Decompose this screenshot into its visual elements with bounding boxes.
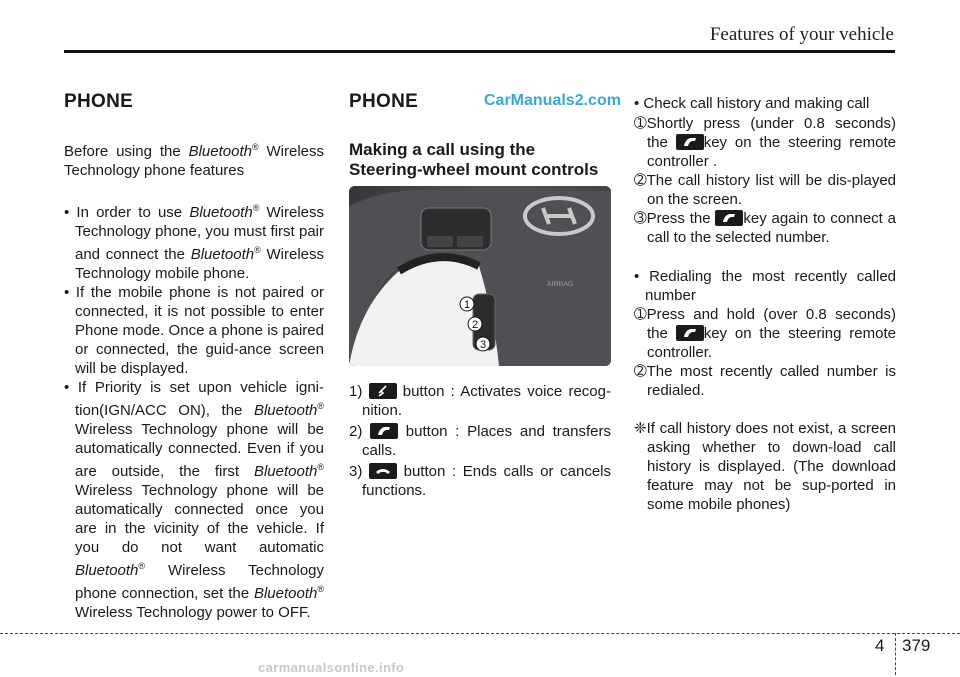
column-right — [634, 94, 896, 514]
step-item: ➂Press the key again to connect a call to the selected number. — [634, 210, 896, 246]
call-icon — [676, 134, 704, 150]
voice-recognition-icon — [369, 383, 397, 399]
bullet-call-history: • Check call history and making call — [634, 95, 870, 112]
column-left — [64, 92, 324, 622]
bullet-not-paired: • If the mobile phone is not paired or connected, it is not possible to enter Phone mode. Once a phone is paired or connected, the guid-ance screen will be displayed. — [64, 284, 324, 377]
bullet-pairing: • In order to use Bluetooth® Wireless Technology phone, you must first pair and connect the Bluetooth® Wireless Technology mobile phone. — [64, 203, 325, 282]
callout-1: 1 — [463, 299, 471, 311]
step-item: ➁The most recently called number is redialed. — [634, 363, 896, 399]
bullet-redial: • Redialing the most recently called number — [634, 268, 896, 304]
steering-wheel-photo — [349, 186, 611, 366]
step-item: ➀Shortly press (under 0.8 seconds) the key on the steering remote controller . — [634, 115, 896, 170]
subsection-heading: Making a call using the Steering-wheel mount controls — [349, 140, 599, 179]
note-paragraph: ❈If call history does not exist, a screen asking whether to down-load call history is displayed. (The download feature may not be sup-ported in some mobile phones) — [634, 420, 896, 513]
bullet-priority: • If Priority is set upon vehicle igni-tion(IGN/ACC ON), the Bluetooth® Wireless Technology phone will be automatically connected. Even if you are outside, the first Bluetooth® Wireless Technology phone will be automatically connected once you are in the vicinity of the vehicle. If you do not want automatic Bluetooth® Wireless Technology phone connection, set the Bluetooth® Wireless Technology power to OFF. — [64, 379, 324, 621]
end-call-icon — [369, 463, 397, 479]
watermark-text: CarManuals2.com — [484, 92, 621, 109]
list-item: 2) button : Places and transfers calls. — [349, 423, 611, 459]
intro-paragraph: Before using the Bluetooth® Wireless Technology phone features — [64, 142, 324, 179]
list-item: 3) button : Ends calls or cancels functions. — [349, 463, 611, 499]
section-number: 4 — [875, 636, 885, 655]
call-icon — [370, 423, 398, 439]
call-icon — [715, 210, 743, 226]
call-icon — [676, 325, 704, 341]
footer-divider — [895, 633, 896, 675]
step-item: ➀Press and hold (over 0.8 seconds) the key on the steering remote controller. — [634, 306, 896, 361]
page-header-title: Features of your vehicle — [709, 24, 894, 45]
step-item: ➁The call history list will be dis-played on the screen. — [634, 172, 896, 208]
footer-rule — [0, 633, 960, 634]
header-rule — [64, 50, 895, 53]
airbag-label: AIRBAG — [547, 281, 574, 288]
section-heading: PHONE — [64, 91, 134, 112]
button-list — [349, 382, 611, 500]
callout-2: 2 — [471, 319, 479, 331]
list-item: 1) button : Activates voice recog-nition. — [349, 383, 611, 419]
page-number: 379 — [902, 636, 931, 655]
footer-watermark: carmanualsonline.info — [258, 660, 405, 675]
callout-3: 3 — [479, 339, 487, 351]
section-heading: PHONE — [349, 91, 419, 112]
